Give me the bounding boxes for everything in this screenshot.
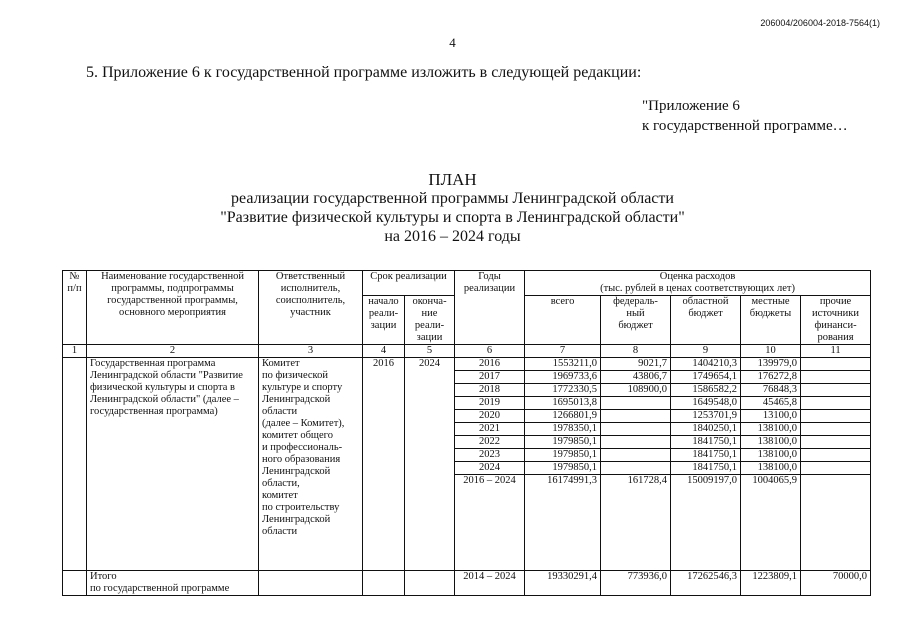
regional-cell: 1841750,1 [671,449,741,462]
column-index-row [63,345,871,358]
column-index: 4 [363,345,405,358]
col-header-costs: Оценка расходов (тыс. рублей в ценах соответствующих лет) [525,271,871,296]
paragraph-5: 5. Приложение 6 к государственной программе изложить в следующей редакции: [86,64,642,81]
regional-cell: 15009197,0 [671,475,741,571]
total-cell: 1978350,1 [525,423,601,436]
itogo-years: 2014 – 2024 [455,571,525,596]
col-header-name: Наименование государственной программы, подпрограммы государственной программы, основного мероприятия [87,271,259,345]
plan-table [62,270,871,596]
year-cell: 2019 [455,397,525,410]
column-index: 6 [455,345,525,358]
federal-cell: 161728,4 [601,475,671,571]
federal-cell [601,436,671,449]
appendix-line-2: к государственной программе… [642,118,848,134]
other-cell [801,358,871,371]
column-index: 7 [525,345,601,358]
column-index: 2 [87,345,259,358]
other-cell [801,423,871,436]
column-index: 3 [259,345,363,358]
year-cell: 2024 [455,462,525,475]
document-id: 206004/206004-2018-7564(1) [760,18,880,28]
col-header-regional: областной бюджет [671,296,741,345]
local-cell: 45465,8 [741,397,801,410]
federal-cell: 108900,0 [601,384,671,397]
federal-cell [601,462,671,475]
program-name: Государственная программа Ленинградской области "Развитие физической культуры и спорта в Ленинградской области" (далее – государственная программа) [87,358,259,571]
program-start: 2016 [363,358,405,571]
column-index: 11 [801,345,871,358]
total-cell: 1979850,1 [525,436,601,449]
federal-cell: 43806,7 [601,371,671,384]
appendix-header [642,96,848,136]
year-cell: 2016 – 2024 [455,475,525,571]
year-cell: 2021 [455,423,525,436]
itogo-total: 19330291,4 [525,571,601,596]
regional-cell: 1749654,1 [671,371,741,384]
other-cell [801,384,871,397]
year-cell: 2017 [455,371,525,384]
other-cell [801,462,871,475]
total-cell: 1772330,5 [525,384,601,397]
federal-cell: 9021,7 [601,358,671,371]
column-index: 9 [671,345,741,358]
plan-title: ПЛАН [428,170,477,189]
local-cell: 13100,0 [741,410,801,423]
col-header-years: Годы реализации [455,271,525,345]
total-cell: 1979850,1 [525,462,601,475]
col-header-start: начало реали- зации [363,296,405,345]
regional-cell: 1841750,1 [671,462,741,475]
program-num [63,358,87,571]
column-index: 10 [741,345,801,358]
col-header-other: прочие источники финанси- рования [801,296,871,345]
total-cell: 1695013,8 [525,397,601,410]
itogo-federal: 773936,0 [601,571,671,596]
year-cell: 2023 [455,449,525,462]
year-cell: 2022 [455,436,525,449]
col-header-federal: федераль- ный бюджет [601,296,671,345]
itogo-end [405,571,455,596]
column-index: 8 [601,345,671,358]
federal-cell [601,423,671,436]
total-cell: 1553211,0 [525,358,601,371]
regional-cell: 1649548,0 [671,397,741,410]
plan-line-1: реализации государственной программы Ленинградской области [231,190,674,207]
regional-cell: 1253701,9 [671,410,741,423]
page-number: 4 [449,35,456,50]
column-index: 5 [405,345,455,358]
other-cell [801,475,871,571]
federal-cell [601,410,671,423]
col-header-end: оконча- ние реали- зации [405,296,455,345]
col-header-total: всего [525,296,601,345]
itogo-name: Итого по государственной программе [87,571,259,596]
regional-cell: 1404210,3 [671,358,741,371]
other-cell [801,449,871,462]
itogo-other: 70000,0 [801,571,871,596]
regional-cell: 1840250,1 [671,423,741,436]
program-executor: Комитет по физической культуре и спорту Ленинградской области (далее – Комитет), комитет общего и профессиональ- ного образования Ленинградской области, комитет по строительству Ленинградской области [259,358,363,571]
federal-cell [601,449,671,462]
column-index: 1 [63,345,87,358]
total-cell: 16174991,3 [525,475,601,571]
year-cell: 2016 [455,358,525,371]
col-header-term: Срок реализации [363,271,455,296]
table-row [63,358,871,371]
regional-cell: 1586582,2 [671,384,741,397]
table-header-row-1 [63,271,871,296]
table-row-itogo [63,571,871,596]
total-cell: 1969733,6 [525,371,601,384]
col-header-executor: Ответственный исполнитель, соисполнитель, участник [259,271,363,345]
program-end: 2024 [405,358,455,571]
local-cell: 138100,0 [741,423,801,436]
year-cell: 2018 [455,384,525,397]
col-header-num: № п/п [63,271,87,345]
local-cell: 1004065,9 [741,475,801,571]
plan-line-3: на 2016 – 2024 годы [384,228,521,245]
local-cell: 76848,3 [741,384,801,397]
local-cell: 138100,0 [741,462,801,475]
other-cell [801,410,871,423]
itogo-local: 1223809,1 [741,571,801,596]
local-cell: 138100,0 [741,436,801,449]
other-cell [801,371,871,384]
total-cell: 1266801,9 [525,410,601,423]
plan-line-2: "Развитие физической культуры и спорта в Ленинградской области" [220,209,685,226]
appendix-line-1: "Приложение 6 [642,98,740,114]
itogo-start [363,571,405,596]
itogo-num [63,571,87,596]
year-cell: 2020 [455,410,525,423]
other-cell [801,397,871,410]
col-header-local: местные бюджеты [741,296,801,345]
itogo-regional: 17262546,3 [671,571,741,596]
local-cell: 139979,0 [741,358,801,371]
local-cell: 176272,8 [741,371,801,384]
local-cell: 138100,0 [741,449,801,462]
total-cell: 1979850,1 [525,449,601,462]
regional-cell: 1841750,1 [671,436,741,449]
other-cell [801,436,871,449]
federal-cell [601,397,671,410]
plan-heading [0,170,905,246]
itogo-executor [259,571,363,596]
